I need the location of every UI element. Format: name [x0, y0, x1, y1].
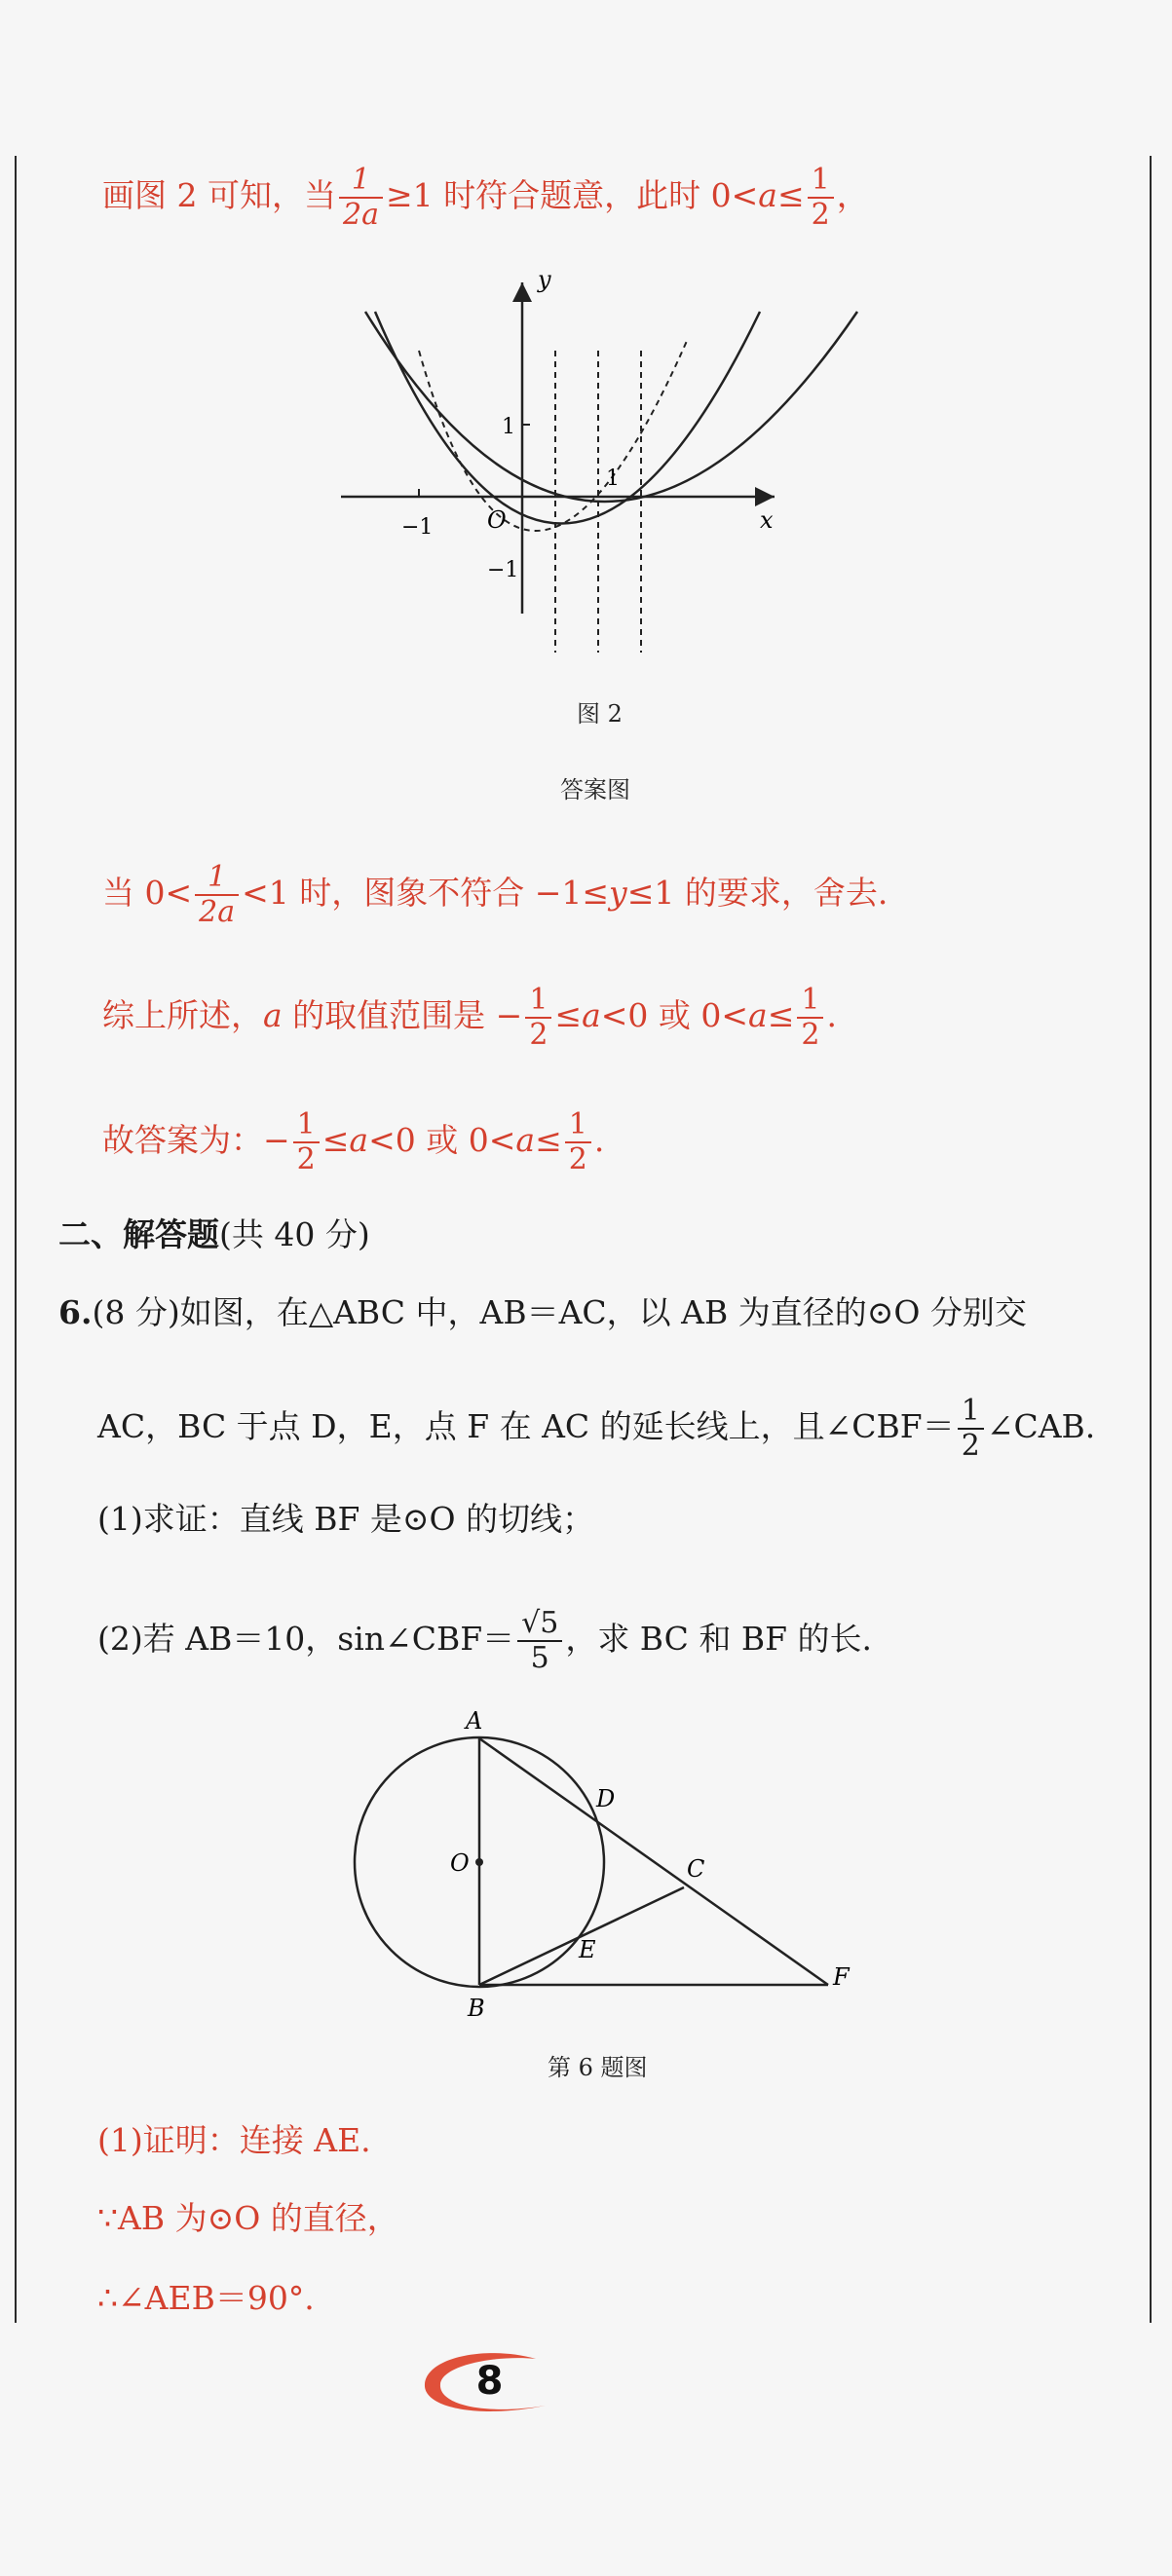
figure-2-caption: 图 2 — [577, 700, 623, 728]
page-number: 8 — [419, 2347, 560, 2420]
tick-label-x-neg1: −1 — [401, 515, 434, 540]
proof-line-2: ∵AB 为⊙O 的直径， — [97, 2199, 399, 2237]
solution-line-3: 综上所述，a 的取值范围是 − $\frac{1}{2}$ ≤a<0 或 0<a≤ $\frac{1}{2}$ . — [102, 983, 837, 1052]
fraction: $\frac{1}{2}$ — [525, 984, 551, 1052]
tick-label-x1: 1 — [606, 467, 620, 491]
left-margin-rule — [15, 156, 17, 2323]
fraction: $\frac{1}{2a}$ — [339, 164, 383, 232]
question-6-line-2: AC，BC 于点 D，E，点 F 在 AC 的延长线上，且∠CBF＝ $\frac{1}{2}$ ∠CAB. — [97, 1394, 1096, 1463]
fraction: $\frac{1}{2}$ — [565, 1108, 591, 1176]
right-margin-rule — [1150, 156, 1152, 2323]
label-e: E — [579, 1936, 596, 1963]
parabola-1 — [375, 312, 760, 524]
section-heading: 二、解答题(共 40 分) — [58, 1215, 370, 1253]
dashed-parabola — [419, 341, 687, 531]
fraction: $\frac{1}{2}$ — [293, 1108, 320, 1176]
label-a: A — [466, 1707, 483, 1735]
question-6-line-1: 6.(8 分)如图，在△ABC 中，AB＝AC，以 AB 为直径的⊙O 分别交 — [58, 1293, 1027, 1331]
solution-line-4: 故答案为：− $\frac{1}{2}$ ≤a<0 或 0<a≤ $\frac{1}{2}$ . — [102, 1107, 605, 1176]
label-o: O — [450, 1849, 470, 1877]
label-f: F — [833, 1963, 850, 1991]
answer-figure-caption: 答案图 — [560, 776, 630, 803]
fraction: $\frac{√5}{5}$ — [517, 1607, 562, 1675]
figure-6-caption: 第 6 题图 — [548, 2054, 648, 2081]
origin-label: O — [487, 506, 507, 534]
tick-label-y-neg1: −1 — [487, 558, 519, 582]
proof-line-3: ∴∠AEB＝90°. — [97, 2279, 315, 2317]
fraction: $\frac{1}{2}$ — [958, 1395, 984, 1463]
question-6-part-2: (2)若 AB＝10，sin∠CBF＝ $\frac{√5}{5}$ ，求 BC 和 BF 的长. — [97, 1606, 873, 1675]
figure-6-geometry — [341, 1699, 867, 2031]
fraction: $\frac{1}{2}$ — [797, 984, 823, 1052]
question-6-part-1: (1)求证：直线 BF 是⊙O 的切线； — [97, 1500, 595, 1538]
proof-line-1: (1)证明：连接 AE. — [97, 2121, 371, 2159]
label-c: C — [687, 1855, 705, 1883]
fraction: $\frac{1}{2}$ — [808, 164, 834, 232]
center-dot — [475, 1858, 483, 1866]
label-d: D — [596, 1785, 616, 1812]
tick-label-y1: 1 — [502, 415, 515, 439]
solution-line-2: 当 0< $\frac{1}{2a}$ <1 时，图象不符合 −1≤y≤1 的要求，舍去. — [102, 860, 888, 929]
segment-af — [479, 1738, 828, 1985]
x-axis-label: x — [760, 506, 774, 534]
y-axis-label: y — [538, 266, 551, 293]
fraction: $\frac{1}{2a}$ — [195, 861, 239, 929]
label-b: B — [468, 1995, 485, 2022]
figure-2-graph — [331, 263, 877, 672]
solution-line-1: 画图 2 可知，当 $\frac{1}{2a}$ ≥1 时符合题意，此时 0<a≤ $\frac{1}{2}$ ， — [102, 163, 869, 232]
